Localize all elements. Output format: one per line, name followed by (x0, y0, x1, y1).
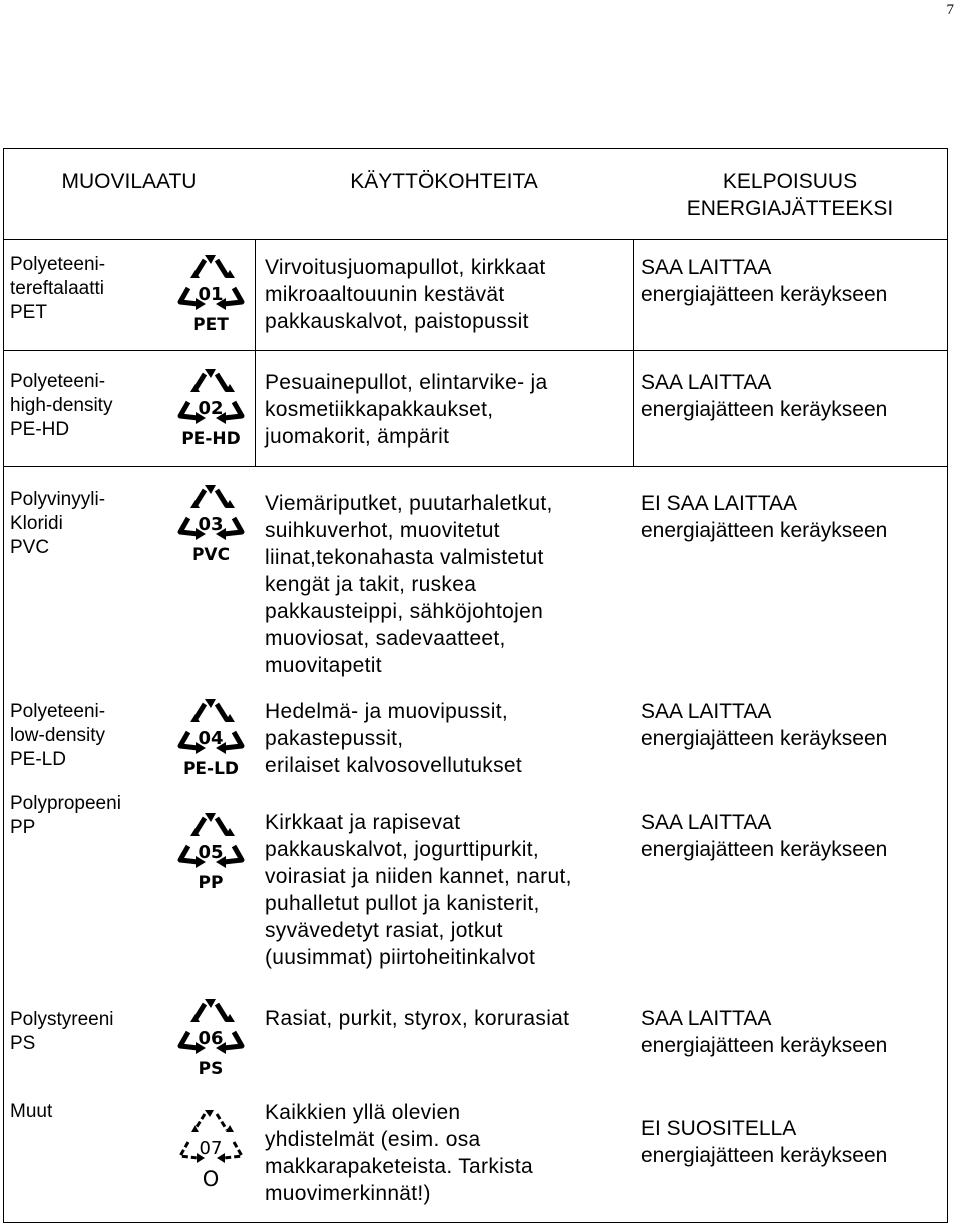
name-line: high-density (10, 395, 113, 416)
row-pet-uses: Virvoitusjuomapullot, kirkkaat mikroaaltouunin kestävät pakkauskalvot, paistopussit (265, 256, 546, 333)
name-line: PS (10, 1033, 36, 1054)
verdict-detail: energiajätteen keräykseen (641, 727, 888, 750)
recycle-triangle-icon (168, 696, 254, 760)
verdict-detail: energiajätteen keräykseen (641, 398, 888, 421)
name-line: tereftalaatti (10, 278, 104, 299)
name-line: Polyeteeni- (10, 254, 106, 275)
recycling-code-text: 06 (198, 1028, 224, 1049)
name-line: Polyeteeni- (10, 371, 106, 392)
header-suitability (633, 168, 947, 222)
name-line: Polypropeeni (10, 793, 121, 814)
verdict-detail: energiajätteen keräykseen (641, 838, 888, 861)
recycling-code-label: PE-LD (182, 759, 240, 779)
header-grade: MUOVILAATU (61, 170, 197, 193)
recycling-symbol-07-icon (168, 1106, 254, 1191)
recycling-code-text: 05 (198, 842, 224, 863)
row-peld-uses: Hedelmä- ja muovipussit, pakastepussit, erilaiset kalvosovellutukset (265, 700, 523, 777)
row-peld-name (10, 700, 105, 772)
recycling-code-label: O (202, 1167, 220, 1191)
name-line: Polystyreeni (10, 1009, 114, 1030)
recycling-code-label: PVC (191, 545, 231, 565)
recycling-code-label: PP (198, 873, 224, 893)
recycling-symbol-01-icon (168, 252, 254, 334)
name-line: Kloridi (10, 513, 63, 534)
name-line: low-density (10, 725, 106, 746)
name-line: PE-HD (10, 419, 70, 440)
recycle-triangle-icon (168, 1106, 254, 1170)
recycling-code-label: PE-HD (181, 429, 241, 449)
verdict: EI SAA LAITTAA (641, 492, 798, 515)
verdict: SAA LAITTAA (641, 256, 772, 279)
recycling-code-label: PS (198, 1059, 224, 1079)
name-line: Muut (10, 1101, 53, 1122)
recycling-code-text: 01 (198, 284, 224, 305)
recycle-triangle-icon (168, 482, 254, 546)
recycling-symbol-06-icon (168, 996, 254, 1078)
recycling-code-text: 07 (199, 1138, 223, 1159)
recycle-triangle-icon (168, 366, 254, 430)
recycling-code-text: 03 (198, 514, 224, 535)
verdict: SAA LAITTAA (641, 811, 772, 834)
name-line: PE-LD (10, 749, 66, 770)
verdict: SAA LAITTAA (641, 1007, 772, 1030)
recycle-triangle-icon (168, 996, 254, 1060)
verdict-detail: energiajätteen keräykseen (641, 1144, 888, 1167)
recycle-triangle-icon (168, 810, 254, 874)
verdict: EI SUOSITELLA (641, 1117, 797, 1140)
name-line: PVC (10, 537, 50, 558)
row-pehd-uses: Pesuainepullot, elintarvike- ja kosmetiikkapakkaukset, juomakorit, ämpärit (265, 371, 548, 448)
recycling-symbol-05-icon (168, 810, 254, 892)
row-ps-uses: Rasiat, purkit, styrox, korurasiat (265, 1007, 570, 1030)
row-pp-name (10, 792, 121, 840)
row-ps-suitability (641, 1005, 887, 1059)
verdict: SAA LAITTAA (641, 700, 772, 723)
verdict-detail: energiajätteen keräykseen (641, 519, 888, 542)
verdict-detail: energiajätteen keräykseen (641, 283, 888, 306)
row-pp-suitability (641, 809, 887, 863)
row-other-uses: Kaikkien yllä olevien yhdistelmät (esim. osa makkarapaketeista. Tarkista muovimerkinnät!) (265, 1101, 533, 1205)
header-suitability-line1: KELPOISUUS (722, 170, 858, 193)
row-pehd-name (10, 370, 112, 442)
recycling-code-label: PET (193, 315, 229, 335)
row-pet-suitability (641, 254, 887, 308)
recycling-code-text: 04 (198, 728, 224, 749)
header-suitability-line2: ENERGIAJÄTTEEKSI (686, 197, 894, 220)
recycling-symbol-04-icon (168, 696, 254, 778)
name-line: PET (10, 302, 47, 323)
row-pehd-suitability (641, 369, 887, 423)
page-number: 7 (946, 2, 954, 18)
row-pet-name (10, 253, 105, 325)
row-peld-suitability (641, 698, 887, 752)
verdict: SAA LAITTAA (641, 371, 772, 394)
row-ps-name (10, 1008, 114, 1056)
recycling-symbol-03-icon (168, 482, 254, 564)
header-uses: KÄYTTÖKOHTEITA (350, 170, 538, 193)
name-line: PP (10, 817, 36, 838)
row-pvc-uses: Viemäriputket, puutarhaletkut, suihkuverhot, muovitetut liinat,tekonahasta valmistetut kengät ja takit, ruskea pakkausteippi, sähköjohtojen muoviosat, sadevaatteet, muovitapetit (265, 492, 553, 677)
name-line: Polyeteeni- (10, 701, 106, 722)
row-pvc-name (10, 488, 105, 560)
row-other-name (10, 1100, 52, 1124)
row-other-suitability (641, 1115, 887, 1169)
row-pp-uses: Kirkkaat ja rapisevat pakkauskalvot, jogurttipurkit, voirasiat ja niiden kannet, narut, puhalletut pullot ja kanisterit, syvävedetyt rasiat, jotkut (uusimmat) piirtoheitinkalvot (265, 811, 572, 969)
recycle-triangle-icon (168, 252, 254, 316)
name-line: Polyvinyyli- (10, 489, 106, 510)
recycling-symbol-02-icon (168, 366, 254, 448)
row-pvc-suitability (641, 490, 887, 544)
plastic-recycling-table (3, 148, 948, 1223)
verdict-detail: energiajätteen keräykseen (641, 1034, 888, 1057)
recycling-code-text: 02 (198, 398, 224, 419)
